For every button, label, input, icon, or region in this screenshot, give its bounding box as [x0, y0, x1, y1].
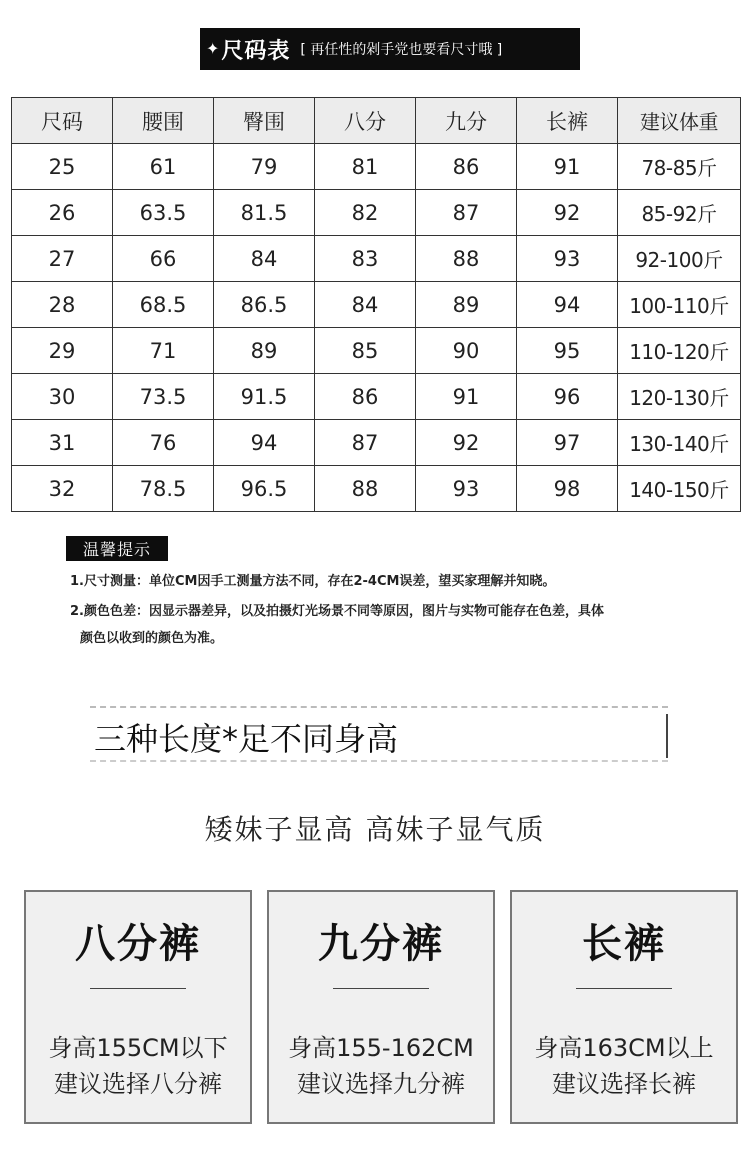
cell-eighth: 87 [315, 420, 416, 466]
cell-waist: 78.5 [113, 466, 214, 512]
cell-size: 28 [12, 282, 113, 328]
card-title: 九分裤 [318, 921, 444, 967]
cell-full: 95 [517, 328, 618, 374]
cell-size: 27 [12, 236, 113, 282]
size-chart-title: 尺码表 [221, 38, 291, 64]
cell-weight: 140-150斤 [618, 466, 741, 512]
cell-full: 91 [517, 144, 618, 190]
cell-ninth: 91 [416, 374, 517, 420]
cell-hip: 91.5 [214, 374, 315, 420]
header-recommended-weight: 建议体重 [618, 98, 741, 144]
cell-full: 98 [517, 466, 618, 512]
cell-ninth: 88 [416, 236, 517, 282]
cell-ninth: 92 [416, 420, 517, 466]
cell-full: 97 [517, 420, 618, 466]
cell-ninth: 89 [416, 282, 517, 328]
header-waist: 腰围 [113, 98, 214, 144]
cell-full: 92 [517, 190, 618, 236]
cell-hip: 94 [214, 420, 315, 466]
size-chart-banner [200, 28, 580, 70]
cell-hip: 84 [214, 236, 315, 282]
cell-full: 94 [517, 282, 618, 328]
table-row [12, 420, 741, 466]
decorative-dashed-line [90, 760, 668, 762]
cell-waist: 63.5 [113, 190, 214, 236]
cell-eighth: 83 [315, 236, 416, 282]
cell-waist: 68.5 [113, 282, 214, 328]
card-height-range: 身高163CM以上 [534, 1034, 714, 1062]
cell-weight: 130-140斤 [618, 420, 741, 466]
card-title: 八分裤 [75, 921, 201, 967]
card-divider [576, 988, 672, 989]
cell-weight: 92-100斤 [618, 236, 741, 282]
lengths-subheading: 矮妹子显高 高妹子显气质 [204, 813, 546, 846]
table-row [12, 374, 741, 420]
cell-weight: 110-120斤 [618, 328, 741, 374]
table-row [12, 466, 741, 512]
tip-measurement: 1.尺寸测量：单位CM因手工测量方法不同，存在2-4CM误差，望买家理解并知晓。 [70, 574, 556, 589]
cell-ninth: 87 [416, 190, 517, 236]
cell-waist: 66 [113, 236, 214, 282]
cell-hip: 79 [214, 144, 315, 190]
header-eighth-length: 八分 [315, 98, 416, 144]
table-row [12, 190, 741, 236]
card-height-range: 身高155-162CM [288, 1034, 474, 1062]
table-header-row [12, 98, 741, 144]
cell-eighth: 81 [315, 144, 416, 190]
cell-size: 32 [12, 466, 113, 512]
card-full-pants [510, 890, 738, 1124]
cell-hip: 81.5 [214, 190, 315, 236]
cell-ninth: 90 [416, 328, 517, 374]
cell-weight: 78-85斤 [618, 144, 741, 190]
cell-hip: 86.5 [214, 282, 315, 328]
header-hip: 臀围 [214, 98, 315, 144]
cell-size: 25 [12, 144, 113, 190]
sparkle-icon: ✦ [206, 39, 220, 58]
table-row [12, 236, 741, 282]
size-chart-subtitle: [ 再任性的剁手党也要看尺寸哦 ] [300, 42, 503, 58]
table-row [12, 282, 741, 328]
cell-eighth: 82 [315, 190, 416, 236]
header-full-length: 长裤 [517, 98, 618, 144]
header-ninth-length: 九分 [416, 98, 517, 144]
table-row [12, 144, 741, 190]
cell-weight: 100-110斤 [618, 282, 741, 328]
cell-size: 26 [12, 190, 113, 236]
lengths-heading-box [90, 706, 668, 762]
decorative-dashed-line [90, 706, 668, 708]
card-recommendation: 建议选择长裤 [552, 1070, 696, 1098]
cell-waist: 73.5 [113, 374, 214, 420]
cell-full: 96 [517, 374, 618, 420]
cell-hip: 89 [214, 328, 315, 374]
cell-waist: 71 [113, 328, 214, 374]
cell-eighth: 88 [315, 466, 416, 512]
cell-size: 29 [12, 328, 113, 374]
header-size: 尺码 [12, 98, 113, 144]
card-ninth-pants [267, 890, 495, 1124]
card-eighth-pants [24, 890, 252, 1124]
cell-full: 93 [517, 236, 618, 282]
card-height-range: 身高155CM以下 [48, 1034, 228, 1062]
cell-ninth: 86 [416, 144, 517, 190]
tip-color-difference: 2.颜色色差：因显示器差异，以及拍摄灯光场景不同等原因，图片与实物可能存在色差，具体 [70, 604, 604, 619]
decorative-divider [666, 714, 668, 758]
card-recommendation: 建议选择九分裤 [297, 1070, 465, 1098]
size-table [11, 97, 741, 512]
card-title: 长裤 [582, 921, 666, 967]
cell-weight: 85-92斤 [618, 190, 741, 236]
cell-eighth: 84 [315, 282, 416, 328]
card-recommendation: 建议选择八分裤 [54, 1070, 222, 1098]
cell-waist: 61 [113, 144, 214, 190]
lengths-heading: 三种长度*足不同身高 [94, 720, 399, 758]
cell-weight: 120-130斤 [618, 374, 741, 420]
cell-eighth: 86 [315, 374, 416, 420]
tips-badge: 温馨提示 [66, 536, 168, 561]
card-divider [90, 988, 186, 989]
table-row [12, 328, 741, 374]
cell-eighth: 85 [315, 328, 416, 374]
cell-hip: 96.5 [214, 466, 315, 512]
tip-color-difference-continued: 颜色以收到的颜色为准。 [80, 631, 224, 646]
card-divider [333, 988, 429, 989]
cell-waist: 76 [113, 420, 214, 466]
cell-ninth: 93 [416, 466, 517, 512]
cell-size: 31 [12, 420, 113, 466]
cell-size: 30 [12, 374, 113, 420]
